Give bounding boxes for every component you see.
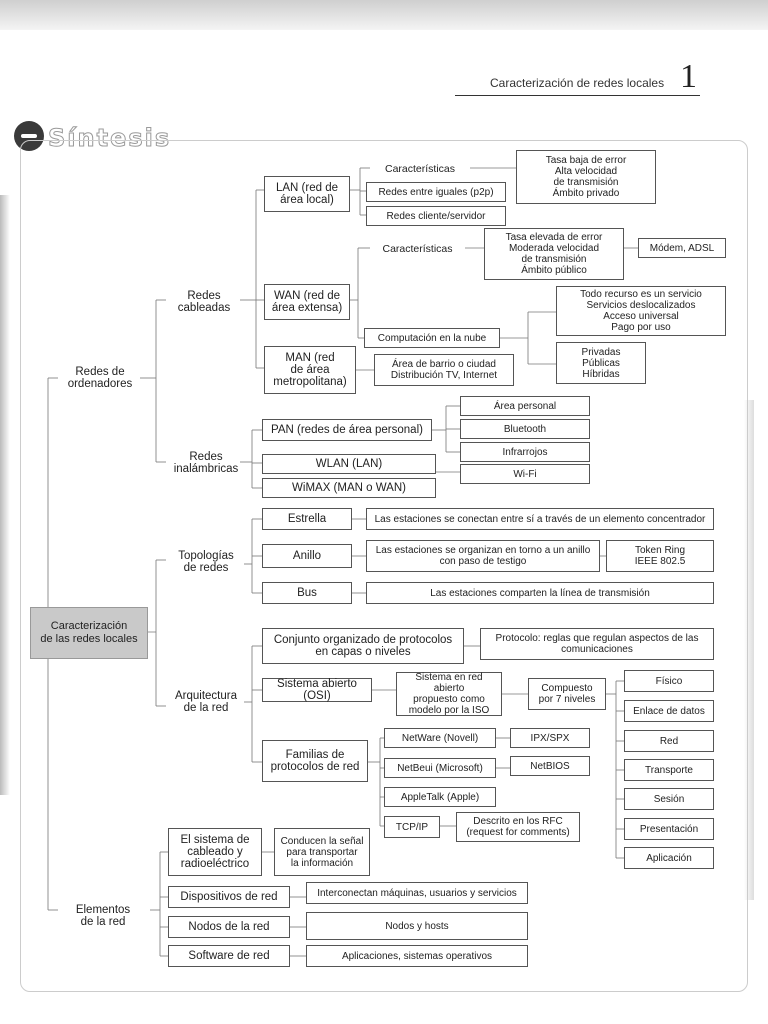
wan-ejemplos-box: Módem, ADSL [638, 238, 726, 258]
wlan-box: WLAN (LAN) [262, 454, 436, 474]
root-node: Caracterización de las redes locales [30, 607, 148, 659]
topologia-estrella-box: Estrella [262, 508, 352, 530]
lan-p2p-box: Redes entre iguales (p2p) [366, 182, 506, 202]
arquitectura-familias-box: Familias de protocolos de red [262, 740, 368, 782]
branch-topologias: Topologías de redes [178, 550, 234, 574]
branch-redes-inalambricas: Redes inalámbricas [173, 451, 239, 475]
protocolo-netware: NetWare (Novell) [384, 728, 496, 748]
elemento-nodos-desc: Nodos y hosts [306, 912, 528, 940]
capa-fisico: Físico [624, 670, 714, 692]
pan-item-area-personal: Área personal [460, 396, 590, 416]
protocolo-netbeui: NetBeui (Microsoft) [384, 758, 496, 778]
lan-caracteristicas-label: Características [384, 163, 456, 175]
pan-box: PAN (redes de área personal) [262, 419, 432, 441]
lan-cliente-servidor-box: Redes cliente/servidor [366, 206, 506, 226]
capa-enlace-datos: Enlace de datos [624, 700, 714, 722]
pan-item-bluetooth: Bluetooth [460, 419, 590, 439]
elemento-dispositivos-desc: Interconectan máquinas, usuarios y servicios [306, 882, 528, 904]
topologia-bus-desc: Las estaciones comparten la línea de transmisión [366, 582, 714, 604]
protocolo-ipx-spx: IPX/SPX [510, 728, 590, 748]
elemento-software-desc: Aplicaciones, sistemas operativos [306, 945, 528, 967]
page-header-title: Caracterización de redes locales [490, 76, 665, 90]
elemento-cableado-box: El sistema de cableado y radioeléctrico [168, 828, 262, 876]
elemento-software-box: Software de red [168, 945, 290, 967]
wan-nube-box: Computación en la nube [364, 328, 500, 348]
chapter-number: 1 [680, 58, 697, 95]
wan-nube-servicio-box: Todo recurso es un servicio Servicios deslocalizados Acceso universal Pago por uso [556, 286, 726, 336]
wan-box: WAN (red de área extensa) [264, 284, 350, 320]
elemento-nodos-box: Nodos de la red [168, 916, 290, 938]
man-descripcion-box: Área de barrio o ciudad Distribución TV, Internet [374, 354, 514, 386]
protocolo-rfc: Descrito en los RFC (request for comments) [456, 812, 580, 842]
elemento-dispositivos-box: Dispositivos de red [168, 886, 290, 908]
branch-redes-ordenadores: Redes de ordenadores [67, 366, 133, 390]
protocolo-netbios: NetBIOS [510, 756, 590, 776]
topologia-anillo-estandar: Token Ring IEEE 802.5 [606, 540, 714, 572]
topologia-bus-box: Bus [262, 582, 352, 604]
elemento-cableado-desc: Conducen la señal para transportar la información [274, 828, 370, 876]
wan-nube-tipos-box: Privadas Públicas Híbridas [556, 342, 646, 384]
wan-caracteristicas-box: Tasa elevada de error Moderada velocidad de transmisión Ámbito público [484, 228, 624, 280]
capa-presentacion: Presentación [624, 818, 714, 840]
arquitectura-osi-desc: Sistema en red abierto propuesto como modelo por la ISO [396, 672, 502, 716]
arquitectura-protocolo-box: Protocolo: reglas que regulan aspectos de las comunicaciones [480, 628, 714, 660]
capa-red: Red [624, 730, 714, 752]
man-box: MAN (red de área metropolitana) [264, 346, 356, 394]
wifi-box: Wi-Fi [460, 464, 590, 484]
section-title: Síntesis [48, 124, 172, 152]
capa-aplicacion: Aplicación [624, 847, 714, 869]
branch-redes-cableadas: Redes cableadas [177, 290, 231, 314]
arquitectura-osi-box: Sistema abierto (OSI) [262, 678, 372, 702]
wimax-box: WiMAX (MAN o WAN) [262, 478, 436, 498]
lan-caracteristicas-box: Tasa baja de error Alta velocidad de transmisión Ámbito privado [516, 150, 656, 204]
topologia-anillo-box: Anillo [262, 544, 352, 568]
capa-transporte: Transporte [624, 759, 714, 781]
protocolo-tcpip: TCP/IP [384, 816, 440, 838]
topologia-estrella-desc: Las estaciones se conectan entre sí a través de un elemento concentrador [366, 508, 714, 530]
lan-box: LAN (red de área local) [264, 176, 350, 212]
arquitectura-conjunto-box: Conjunto organizado de protocolos en capas o niveles [262, 628, 464, 664]
capa-sesion: Sesión [624, 788, 714, 810]
wan-caracteristicas-label: Características [382, 243, 453, 255]
arquitectura-niveles-box: Compuesto por 7 niveles [528, 678, 606, 710]
protocolo-appletalk: AppleTalk (Apple) [384, 787, 496, 807]
branch-elementos: Elementos de la red [75, 904, 131, 928]
pan-item-infrarrojos: Infrarrojos [460, 442, 590, 462]
branch-arquitectura: Arquitectura de la red [174, 690, 237, 714]
topologia-anillo-desc: Las estaciones se organizan en torno a un anillo con paso de testigo [366, 540, 600, 572]
